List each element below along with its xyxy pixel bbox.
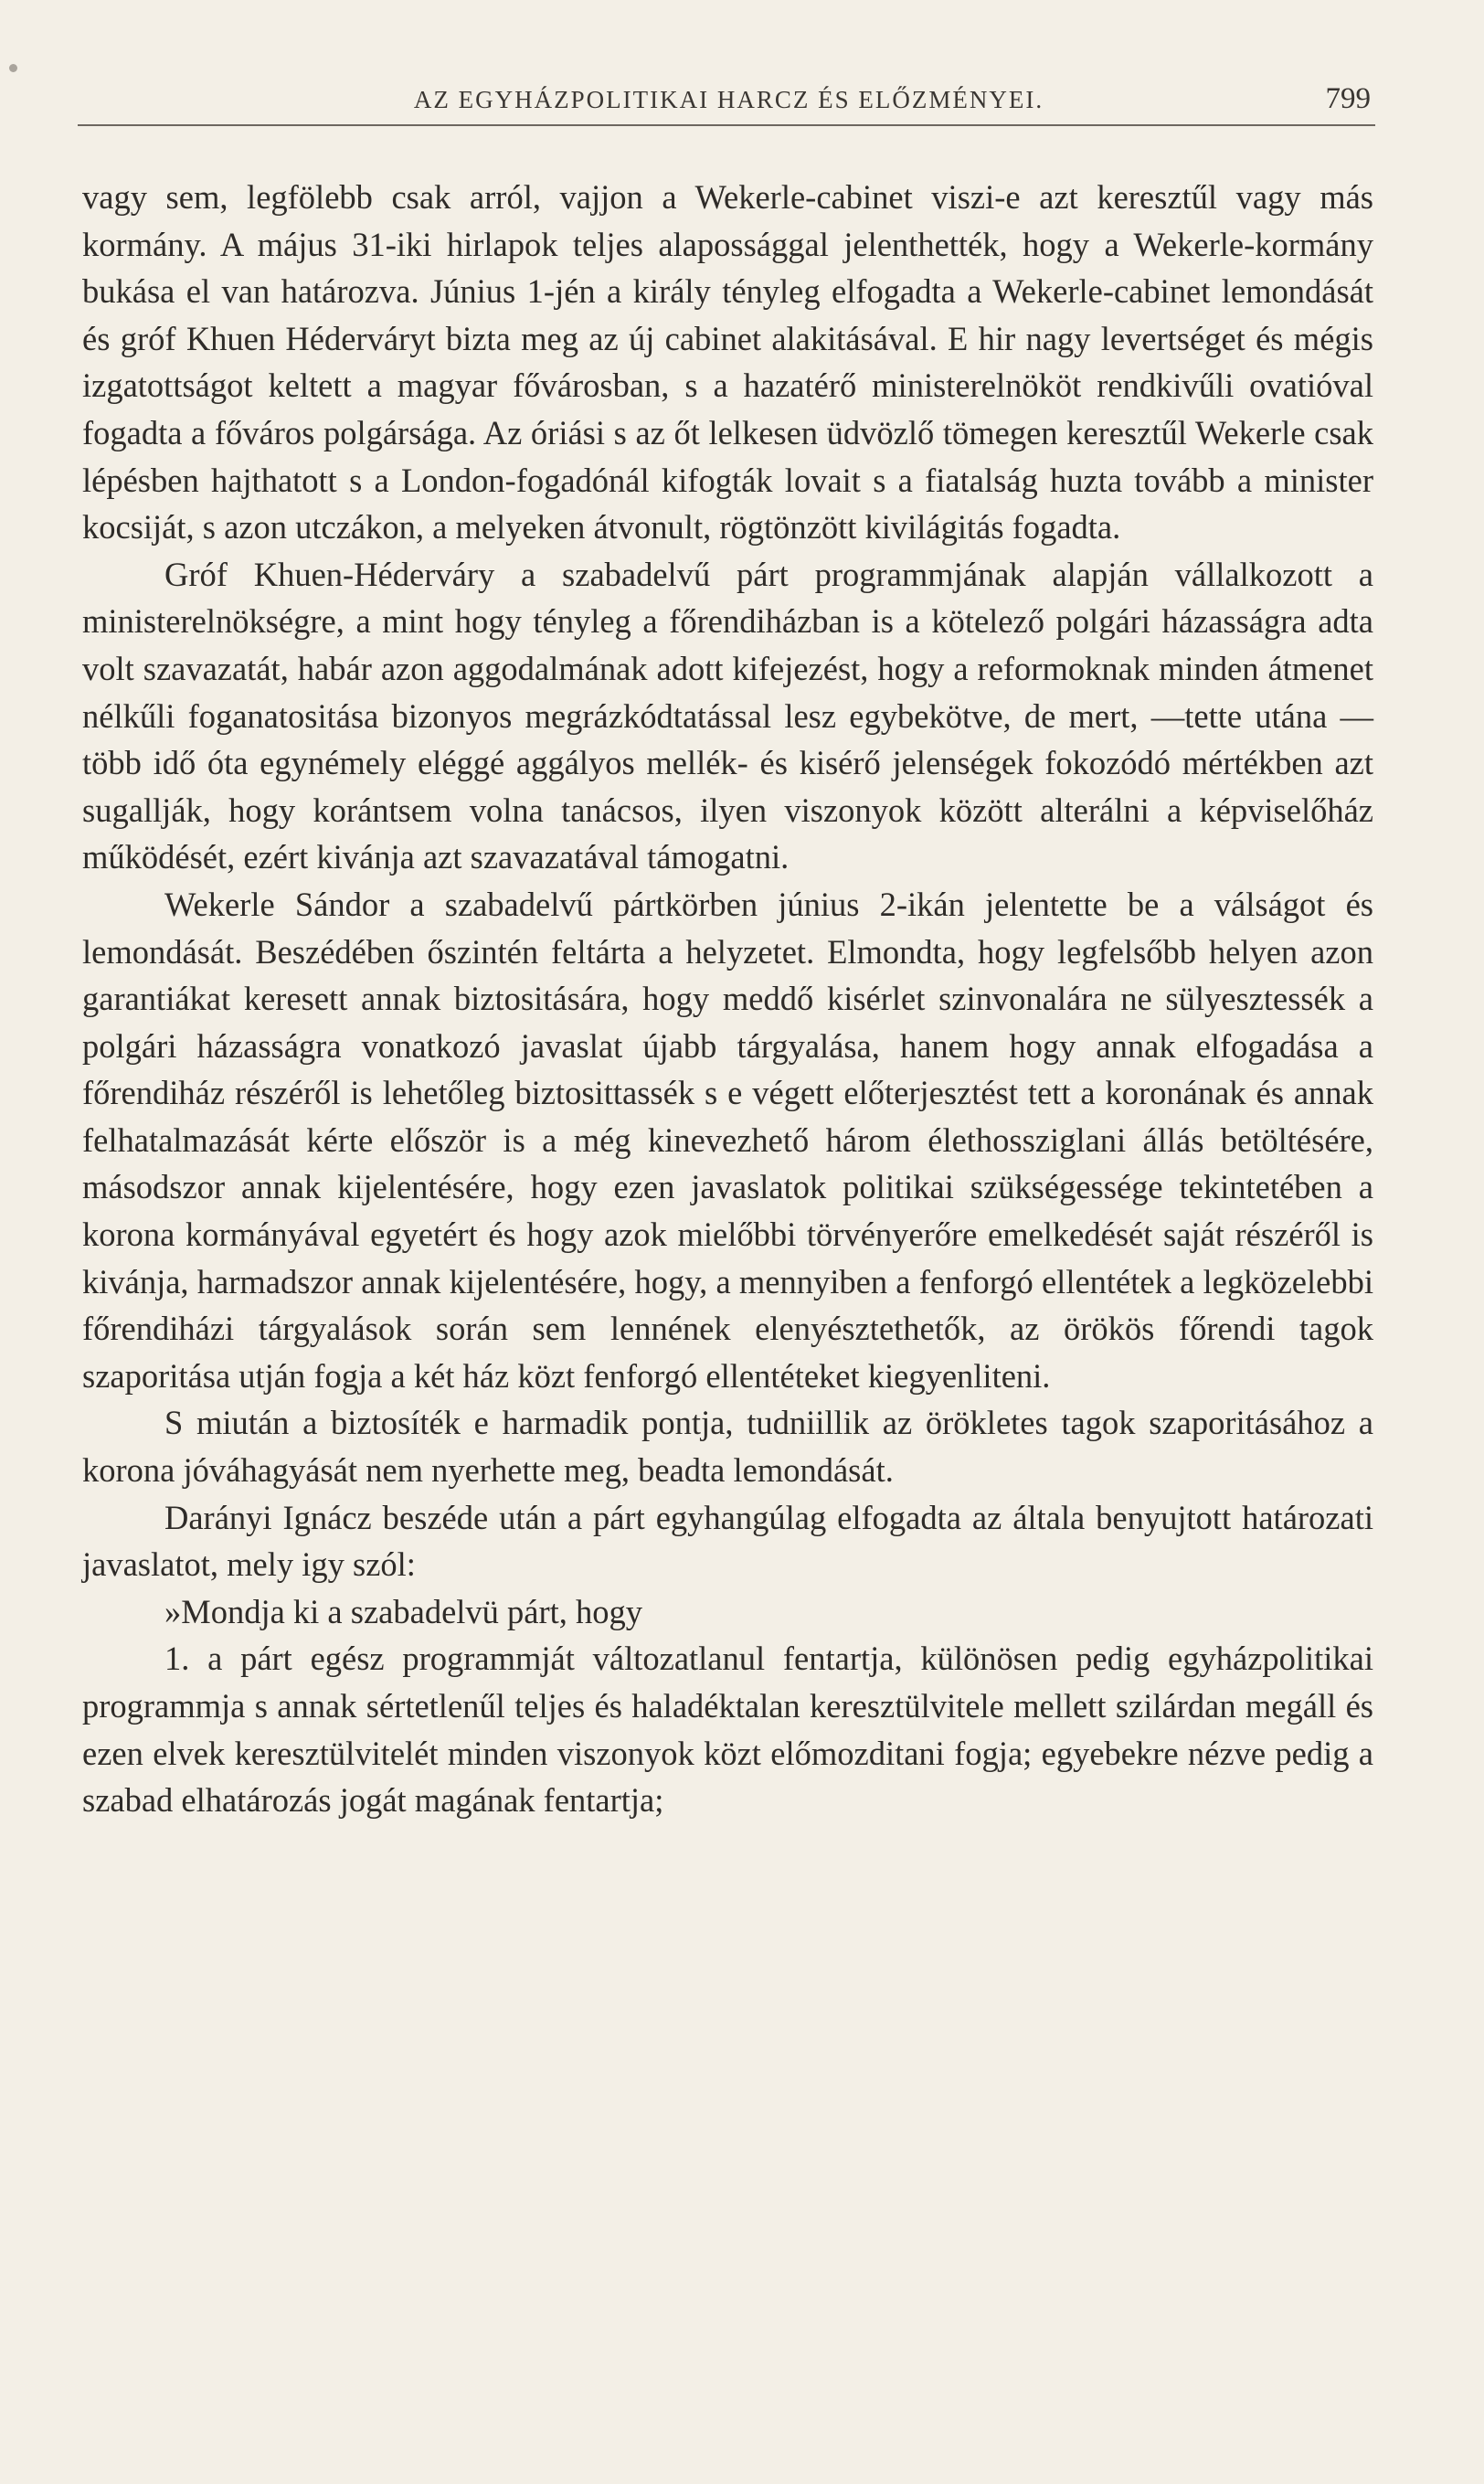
paragraph: Darányi Ignácz beszéde után a párt egyhangúlag elfogadta az általa benyujtott határozati javaslatot, mely igy szól: (82, 1498, 1373, 1584)
page-header (87, 80, 1371, 124)
scan-speck (9, 64, 17, 72)
header-rule (78, 124, 1375, 126)
running-head: AZ EGYHÁZPOLITIKAI HARCZ ÉS ELŐZMÉNYEI. (413, 86, 1044, 113)
page-number: 799 (1325, 82, 1371, 115)
paragraph: 1. a párt egész programmját változatlanul fentartja, különösen pedig egyházpolitikai programmja s annak sértetlenűl teljes és haladéktalan keresztülvitele mellett szilárdan megáll és ezen elvek keresztülvitelét minden viszonyok közt előmozditani fogja; egyebekre nézve pedig a szabad elhatározás jogát magának fentartja; (82, 1640, 1373, 1820)
paragraph: S miután a biztosíték e harmadik pontja, tudniillik az örökletes tagok szaporitásához a korona jóváhagyását nem nyerhette meg, beadta lemondását. (82, 1404, 1373, 1490)
paragraph: Wekerle Sándor a szabadelvű pártkörben június 2-ikán jelentette be a válságot és lemondását. Beszédében őszintén feltárta a helyzetet. Elmondta, hogy legfelsőbb helyen azon garantiákat keresett annak biztositására, hogy meddő kisérlet szinvonalára ne sülyesztessék a polgári házasságra vonatkozó javaslat újabb tárgyalása, hanem hogy annak elfogadása a főrendiház részéről is lehetőleg biztosittassék s e végett előterjesztést tett a koronának és annak felhatalmazását kérte először is a még kinevezhető három élethossziglani állás betöltésére, másodszor annak kijelentésére, hogy ezen javaslatok politikai szükségessége tekintetében a korona kormányával egyetért és hogy azok mielőbbi törvényerőre emelkedését saját részéről is kivánja, harmadszor annak kijelentésére, hogy, a mennyiben a fenforgó ellentétek a legközelebbi főrendiházi tárgyalások során sem lennének elenyésztethetők, az örökös főrendi tagok szaporitása utján fogja a két ház közt fenforgó ellentéteket kiegyenliteni. (82, 885, 1373, 1395)
paragraph: »Mondja ki a szabadelvü párt, hogy (164, 1592, 643, 1630)
body-text (82, 174, 1373, 1824)
paragraph: vagy sem, legfölebb csak arról, vajjon a Wekerle-cabinet viszi-e azt keresztűl vagy más kormány. A május 31-iki hirlapok teljes alapossággal jelenthették, hogy a Wekerle-kormány bukása el van határozva. Június 1-jén a király tényleg elfogadta a Wekerle-cabinet lemondását és gróf Khuen Héderváryt bizta meg az új cabinet alakitásával. E hir nagy levertséget és mégis izgatottságot keltett a magyar fővárosban, s a hazatérő ministerelnököt rendkivűli ovatióval fogadta a főváros polgársága. Az óriási s az őt lelkesen üdvözlő tömegen keresztűl Wekerle csak lépésben hajthatott s a London-fogadónál kifogták lovait s a fiatalság huzta tovább a minister kocsiját, s azon utczákon, a melyeken átvonult, rögtönzött kivilágitás fogadta. (82, 178, 1373, 547)
paragraph: Gróf Khuen-Héderváry a szabadelvű párt programmjának alapján vállalkozott a ministerelnökségre, a mint hogy tényleg a főrendiházban is a kötelező polgári házasságra adta volt szavazatát, habár azon aggodalmának adott kifejezést, hogy a reformoknak minden átmenet nélkűli foganatositása bizonyos megrázkódtatással lesz egybekötve, de mert, —tette utána —több idő óta egynémely eléggé aggályos mellék- és kisérő jelenségek fokozódó mértékben azt sugallják, hogy korántsem volna tanácsos, ilyen viszonyok között alterálni a képviselőház működését, ezért kivánja azt szavazatával támogatni. (82, 555, 1373, 876)
